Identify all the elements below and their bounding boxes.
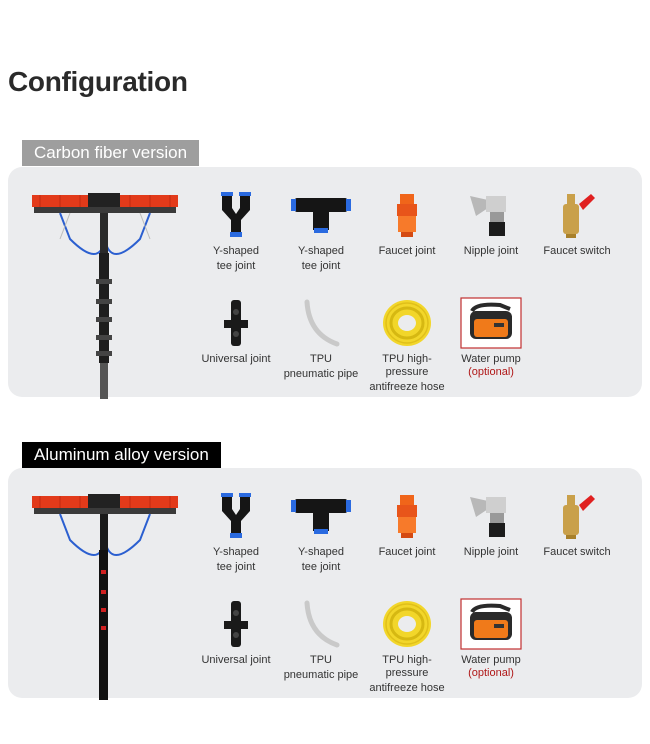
aluminum-alloy-section xyxy=(8,440,642,702)
nipple-joint-icon xyxy=(468,190,514,240)
item-universal-joint: Universal joint xyxy=(191,596,281,669)
t-shaped-tee-joint-icon xyxy=(291,192,351,238)
item-faucet-switch: Faucet switch xyxy=(532,488,622,561)
item-y-tee-joint-2: Y-shaped tee joint xyxy=(276,187,366,273)
faucet-switch-icon xyxy=(557,491,597,541)
aluminum-alloy-tag: Aluminum alloy version xyxy=(22,442,221,468)
page-title: Configuration xyxy=(8,66,188,97)
carbon-fiber-section xyxy=(8,140,642,402)
item-faucet-joint: Faucet joint xyxy=(362,187,452,260)
item-nipple-joint: Nipple joint xyxy=(446,187,536,260)
item-tpu-antifreeze-hose: TPU high-pressure antifreeze hose xyxy=(362,596,452,695)
item-faucet-switch: Faucet switch xyxy=(532,187,622,260)
item-water-pump: Water pump (optional) xyxy=(446,596,536,679)
item-tpu-pneumatic-pipe: TPU pneumatic pipe xyxy=(276,295,366,381)
y-shaped-tee-joint-icon xyxy=(216,491,256,541)
carbon-fiber-tag: Carbon fiber version xyxy=(22,140,199,166)
tpu-pneumatic-pipe-icon xyxy=(301,599,341,649)
water-pump-icon xyxy=(460,297,522,349)
item-faucet-joint: Faucet joint xyxy=(362,488,452,561)
y-shaped-tee-joint-icon xyxy=(216,190,256,240)
universal-joint-icon xyxy=(221,599,251,649)
t-shaped-tee-joint-icon xyxy=(291,493,351,539)
antifreeze-hose-coil-icon xyxy=(380,298,434,348)
antifreeze-hose-coil-icon xyxy=(380,599,434,649)
item-tpu-antifreeze-hose: TPU high-pressure antifreeze hose xyxy=(362,295,452,394)
carbon-fiber-panel xyxy=(8,167,642,397)
item-universal-joint: Universal joint xyxy=(191,295,281,368)
brush-pole-image-2 xyxy=(30,490,180,700)
item-tpu-pneumatic-pipe: TPU pneumatic pipe xyxy=(276,596,366,682)
item-nipple-joint: Nipple joint xyxy=(446,488,536,561)
item-y-tee-joint: Y-shaped tee joint xyxy=(191,488,281,574)
faucet-switch-icon xyxy=(557,190,597,240)
universal-joint-icon xyxy=(221,298,251,348)
nipple-joint-icon xyxy=(468,491,514,541)
aluminum-alloy-panel xyxy=(8,468,642,698)
faucet-joint-icon xyxy=(392,190,422,240)
tpu-pneumatic-pipe-icon xyxy=(301,298,341,348)
water-pump-icon xyxy=(460,598,522,650)
brush-pole-image xyxy=(30,189,180,399)
item-y-tee-joint: Y-shaped tee joint xyxy=(191,187,281,273)
item-y-tee-joint-2: Y-shaped tee joint xyxy=(276,488,366,574)
faucet-joint-icon xyxy=(392,491,422,541)
item-water-pump: Water pump (optional) xyxy=(446,295,536,378)
